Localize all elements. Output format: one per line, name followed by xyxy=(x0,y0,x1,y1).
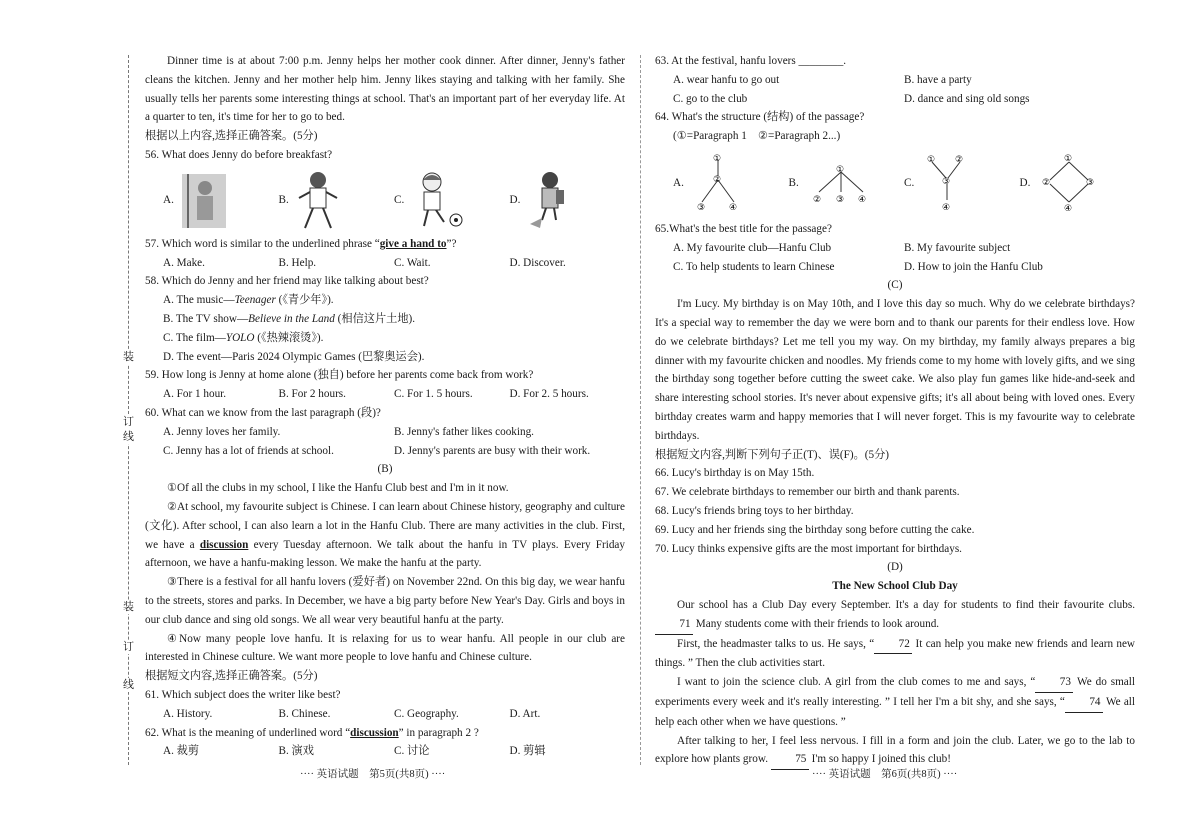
tf-question-70: 70. Lucy thinks expensive gifts are the most important for birthdays. xyxy=(655,542,962,555)
circled-number: ③ xyxy=(696,202,705,213)
option[interactable]: C. For 1. 5 hours. xyxy=(394,388,473,401)
blank-74[interactable]: 74 xyxy=(1065,693,1103,713)
option[interactable]: B. The TV show—Believe in the Land (相信这片土地). xyxy=(163,312,416,325)
q64-option-b[interactable]: B. ① ② ③ ④ xyxy=(789,158,905,208)
q56-option-a[interactable]: A. xyxy=(163,170,279,230)
binding-char: 线 xyxy=(123,679,134,691)
q60-options xyxy=(145,442,625,461)
q65-options xyxy=(655,258,1135,277)
tf-question-69: 69. Lucy and her friends sing the birthday song before cutting the cake. xyxy=(655,523,975,536)
option[interactable]: A. Make. xyxy=(163,256,205,269)
q61-options xyxy=(145,705,625,724)
page-footer-right: ···· 英语试题 第6页(共8页) ···· xyxy=(812,769,958,780)
option[interactable]: C. Wait. xyxy=(394,256,431,269)
b-paragraph-2: ②At school, my favourite subject is Chinese. I can learn about Chinese history, geography and culture (文化). After school, I can also learn a lot in the Hanfu Club. There are many activities in the club. First, we have a discussion every Tuesday afternoon. We talk about the hanfu in TV plays. Every Friday afternoon, we have a hanfu-making lesson. We make the hanfu at the party. xyxy=(145,500,625,570)
circled-number: ③ xyxy=(1086,177,1095,188)
option[interactable]: C. go to the club xyxy=(673,92,748,105)
option[interactable]: B. Help. xyxy=(278,256,317,269)
instruction-a: 根据以上内容,选择正确答案。(5分) xyxy=(145,130,318,143)
d-title: The New School Club Day xyxy=(832,580,958,593)
option[interactable]: A. The music—Teenager (《青少年》). xyxy=(163,294,334,307)
option[interactable]: D. Jenny's parents are busy with their work. xyxy=(394,444,591,457)
option[interactable]: B. For 2 hours. xyxy=(278,388,346,401)
section-b-heading: (B) xyxy=(377,463,393,476)
tf-question-68: 68. Lucy's friends bring toys to her birthday. xyxy=(655,504,854,517)
q64-note: (①=Paragraph 1 ②=Paragraph 2...) xyxy=(673,130,841,143)
option[interactable]: A. wear hanfu to go out xyxy=(673,73,780,86)
option[interactable]: B. Jenny's father likes cooking. xyxy=(394,425,534,438)
q63-options xyxy=(655,90,1135,109)
q62-options xyxy=(145,742,625,761)
question-59: 59. How long is Jenny at home alone (独自) before her parents come back from work? xyxy=(145,369,534,382)
b-paragraph-4: ④Now many people love hanfu. It is relaxing for us to wear hanfu. All people in our club are interested in Chinese culture. We want more people to love hanfu and Chinese culture. xyxy=(145,632,625,664)
q64-structure-options xyxy=(655,146,1135,220)
q65-options xyxy=(655,239,1135,258)
b-paragraph-1: ①Of all the clubs in my school, I like the Hanfu Club best and I'm in it now. xyxy=(167,482,509,495)
c-paragraph: I'm Lucy. My birthday is on May 10th, and I love this day so much. Why do we celebrate birthdays? It's a special way to remember the day we were born and to thank our parents for their endless love. How do we celebrate birthdays? Let me tell you my way. On my birthday, my family always prepares a big dinner with my favourite chicken and noodles. My friends come to my home with lovely gifts, and we sing the birthday song together before cutting the sweet cake. We also play fun games like hide-and-seek and share interesting school stories. It's never about expensive gifts; it's all about being with loved ones. Every birthday creates warm and happy memories that I will never forget. This is my favourite way to celebrate birthdays. xyxy=(655,298,1135,442)
option[interactable]: A. For 1 hour. xyxy=(163,388,227,401)
option[interactable]: A. My favourite club—Hanfu Club xyxy=(673,241,832,254)
option[interactable]: B. have a party xyxy=(904,73,972,86)
circled-number: ② xyxy=(812,194,821,205)
option[interactable]: C. 讨论 xyxy=(394,745,430,758)
circled-number: ③ xyxy=(942,176,951,187)
binding-char: 装 xyxy=(123,601,134,613)
intro-paragraph: Dinner time is at about 7:00 p.m. Jenny helps her mother cook dinner. After dinner, Jenny's father cleans the kitchen. Jenny and her mother help him. Jenny likes staying and talking with her family. She usually tells her parents some interesting things at school. That's an important part of her everyday life. At a quarter to ten, it's time for her to go to bed. xyxy=(145,55,625,124)
question-63: 63. At the festival, hanfu lovers ________. xyxy=(655,55,847,67)
blank-72[interactable]: 72 xyxy=(874,635,912,655)
option[interactable]: D. 剪辑 xyxy=(509,745,546,758)
circled-number: ② xyxy=(955,154,964,165)
section-c-heading: (C) xyxy=(887,279,903,292)
binding-char: 装 xyxy=(123,351,134,363)
question-56: 56. What does Jenny do before breakfast? xyxy=(145,148,333,161)
tf-question-66: 66. Lucy's birthday is on May 15th. xyxy=(655,467,815,480)
tf-question-67: 67. We celebrate birthdays to remember our birth and thank parents. xyxy=(655,486,960,499)
circled-number: ④ xyxy=(1064,203,1073,214)
option[interactable]: B. My favourite subject xyxy=(904,241,1011,254)
d-paragraph-3: I want to join the science club. A girl from the club comes to me and says, “ 73 We do small experiments every week and it's really interesting. ” I tell her I'm a bit shy, and she says, “ 74 We all help each other when we have questions. ” xyxy=(655,673,1135,731)
q64-option-a[interactable]: A. ① ② ③ ④ xyxy=(673,150,789,216)
d-paragraph-1: Our school has a Club Day every September. It's a day for students to find their favourite clubs. 71 Many students come with their friends to look around. xyxy=(655,596,1135,635)
q64-option-c[interactable]: C. ① ② ③ ④ xyxy=(904,150,1020,216)
shower-picture-icon xyxy=(180,170,230,230)
blank-71[interactable]: 71 xyxy=(655,615,693,635)
option[interactable]: D. Discover. xyxy=(509,256,566,269)
circled-number: ② xyxy=(712,174,721,185)
q60-options xyxy=(145,423,625,442)
instruction-b: 根据短文内容,选择正确答案。(5分) xyxy=(145,670,318,683)
option[interactable]: A. Jenny loves her family. xyxy=(163,425,281,438)
option[interactable]: D. dance and sing old songs xyxy=(904,92,1030,105)
q56-option-c[interactable]: C. xyxy=(394,170,510,230)
circled-number: ① xyxy=(927,154,936,165)
circled-number: ④ xyxy=(857,194,866,205)
option[interactable]: D. For 2. 5 hours. xyxy=(509,388,589,401)
structure-diagram-b xyxy=(803,158,883,208)
circled-number: ④ xyxy=(728,202,737,213)
circled-number: ② xyxy=(1042,177,1051,188)
page-footer-left: ···· 英语试题 第5页(共8页) ···· xyxy=(300,769,446,780)
option[interactable]: C. Jenny has a lot of friends at school. xyxy=(163,444,334,457)
structure-diagram-a xyxy=(688,150,748,216)
schoolbag-girl-icon xyxy=(526,168,570,232)
structure-diagram-c xyxy=(918,150,978,216)
option[interactable]: D. The event—Paris 2024 Olympic Games (巴黎奥运会). xyxy=(163,350,425,363)
option[interactable]: A. 裁剪 xyxy=(163,745,200,758)
option[interactable]: D. How to join the Hanfu Club xyxy=(904,260,1043,273)
question-65: 65.What's the best title for the passage? xyxy=(655,222,832,235)
option[interactable]: B. 演戏 xyxy=(278,745,314,758)
question-58: 58. Which do Jenny and her friend may like talking about best? xyxy=(145,275,429,288)
circled-number: ④ xyxy=(942,202,951,213)
b-paragraph-3: ③There is a festival for all hanfu lovers (爱好者) on November 22nd. On this big day, we wear hanfu to the streets, stores and parks. In December, we have a big party before New Year's Day. Girls and boys in our club dance and sing old songs. We all wear very beautiful hanfu at the party. xyxy=(145,576,625,626)
question-57: 57. Which word is similar to the underlined phrase “give a hand to”? xyxy=(145,237,457,250)
binding-char: 订 xyxy=(123,416,134,428)
question-60: 60. What can we know from the last paragraph (段)? xyxy=(145,406,381,419)
q64-option-d[interactable]: D. ① ② ③ ④ xyxy=(1020,150,1136,216)
instruction-c: 根据短文内容,判断下列句子正(T)、误(F)。(5分) xyxy=(655,448,889,461)
q56-option-b[interactable]: B. xyxy=(279,168,395,232)
blank-73[interactable]: 73 xyxy=(1035,673,1073,693)
q56-option-d[interactable]: D. xyxy=(510,168,626,232)
q59-options xyxy=(145,385,625,404)
binding-char: 线 xyxy=(123,431,134,443)
blank-75[interactable]: 75 xyxy=(771,750,809,770)
question-64: 64. What's the structure (结构) of the passage? xyxy=(655,111,865,124)
binding-char: 订 xyxy=(123,641,134,653)
option[interactable]: C. The film—YOLO (《热辣滚烫》). xyxy=(163,331,324,344)
d-paragraph-2: First, the headmaster talks to us. He says, “ 72 It can help you make new friends and learn new things. ” Then the club activities start. xyxy=(655,635,1135,674)
option[interactable]: C. To help students to learn Chinese xyxy=(673,260,835,273)
football-girl-icon xyxy=(410,170,466,230)
option[interactable]: A. History. xyxy=(163,707,213,720)
page-divider xyxy=(640,55,641,765)
martial-arts-girl-icon xyxy=(295,168,341,232)
question-62: 62. What is the meaning of underlined word “discussion” in paragraph 2 ? xyxy=(145,726,479,739)
circled-number: ① xyxy=(712,153,721,164)
section-d-heading: (D) xyxy=(887,561,903,574)
circled-number: ① xyxy=(1064,153,1073,164)
q56-picture-options xyxy=(145,165,625,235)
option[interactable]: B. Chinese. xyxy=(278,707,331,720)
left-column xyxy=(145,52,625,761)
question-61: 61. Which subject does the writer like best? xyxy=(145,688,341,701)
q63-options xyxy=(655,71,1135,90)
option[interactable]: C. Geography. xyxy=(394,707,459,720)
binding-line xyxy=(128,55,130,765)
right-column xyxy=(655,52,1135,770)
structure-diagram-d xyxy=(1034,150,1104,216)
circled-number: ① xyxy=(835,164,844,175)
circled-number: ③ xyxy=(835,194,844,205)
option[interactable]: D. Art. xyxy=(509,707,541,720)
d-paragraph-4: After talking to her, I feel less nervous. I fill in a form and join the club. Later, we go to the lab to explore how plants grow. 75 I'm so happy I joined this club! xyxy=(655,732,1135,771)
q57-options xyxy=(145,254,625,273)
